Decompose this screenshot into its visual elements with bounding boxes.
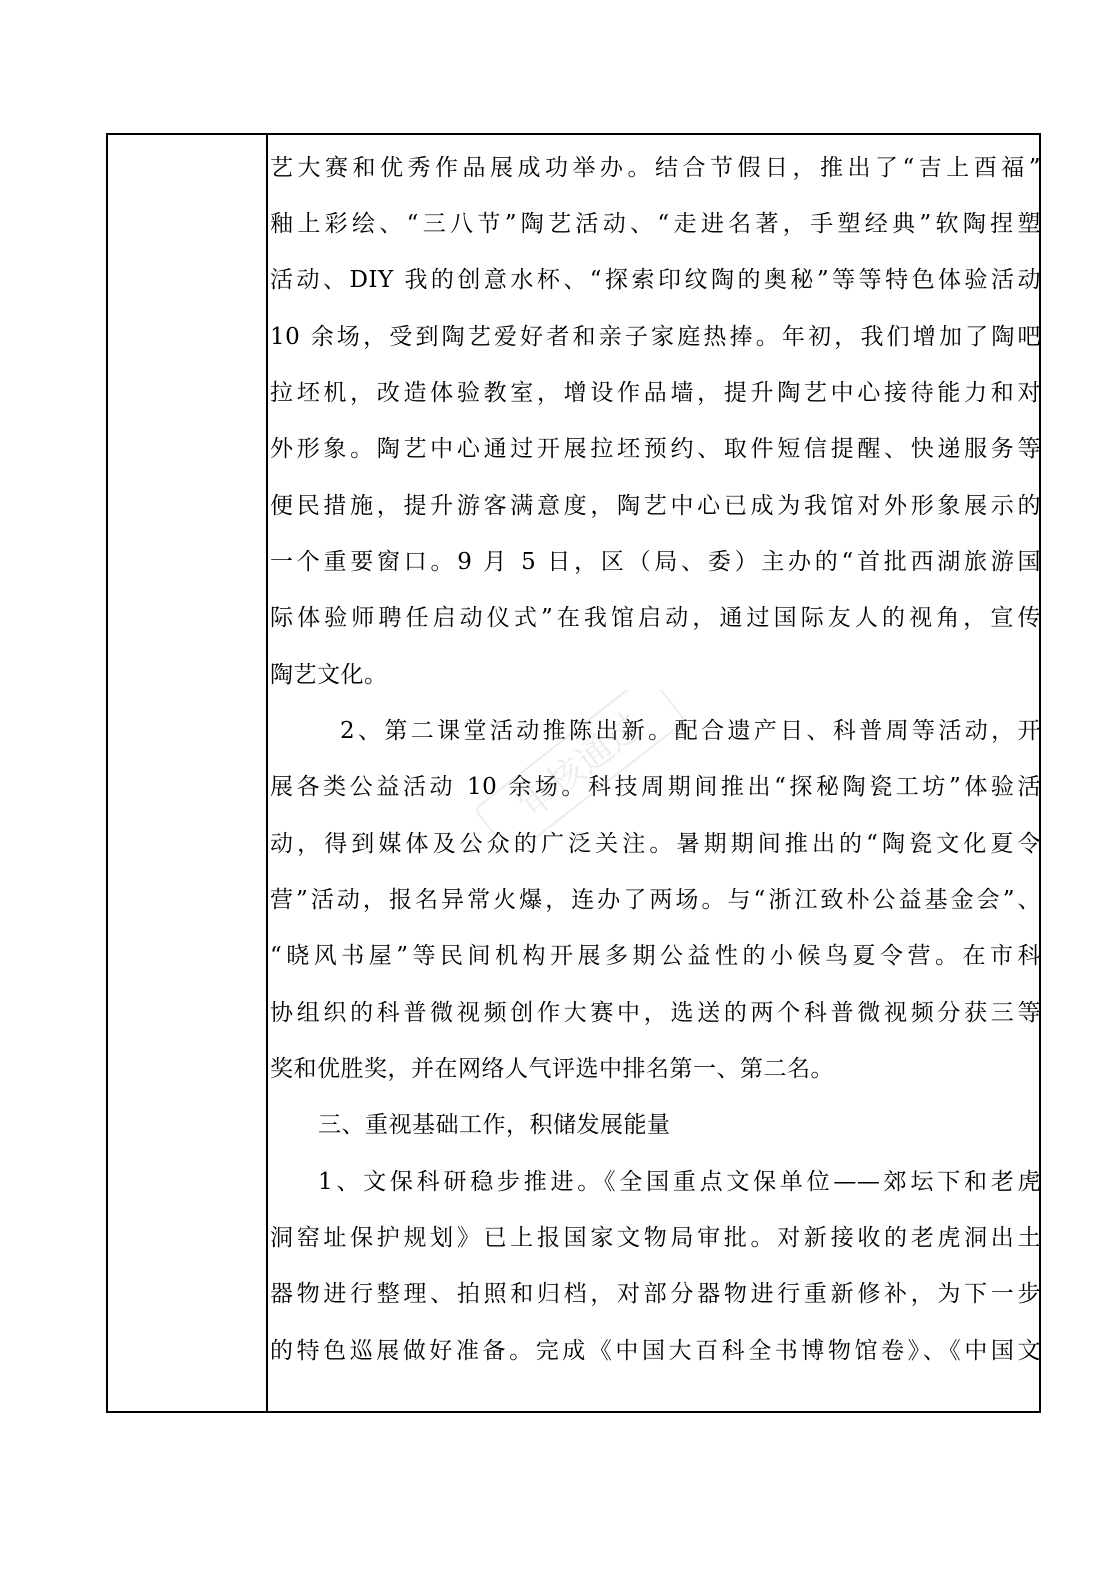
text-line: “晓风书屋”等民间机构开展多期公益性的小候鸟夏令营。在市科: [270, 943, 1041, 969]
text-line: 营”活动，报名异常火爆，连办了两场。与“浙江致朴公益基金会”、: [270, 887, 1041, 913]
text-line: 陶艺文化。: [270, 662, 388, 688]
text-line: 便民措施，提升游客满意度，陶艺中心已成为我馆对外形象展示的: [270, 493, 1041, 519]
text-line: 奖和优胜奖，并在网络人气评选中排名第一、第二名。: [270, 1056, 834, 1082]
table-content-cell: [270, 135, 1041, 1411]
text-line: 釉上彩绘、“三八节”陶艺活动、“走进名著，手塑经典”软陶捏塑: [270, 211, 1041, 237]
text-line: 洞窑址保护规划》已上报国家文物局审批。对新接收的老虎洞出土: [270, 1225, 1041, 1251]
text-line: 2、第二课堂活动推陈出新。配合遗产日、科普周等活动，开: [340, 718, 1041, 744]
text-line: 一个重要窗口。9 月 5 日，区（局、委）主办的“首批西湖旅游国: [270, 549, 1041, 575]
text-line: 10 余场，受到陶艺爱好者和亲子家庭热捧。年初，我们增加了陶吧: [270, 324, 1041, 350]
svg-text:审核通过: 审核通过: [511, 705, 651, 827]
text-line: 外形象。陶艺中心通过开展拉坯预约、取件短信提醒、快递服务等: [270, 436, 1041, 462]
text-line: 展各类公益活动 10 余场。科技周期间推出“探秘陶瓷工坊”体验活: [270, 774, 1041, 800]
text-line: 际体验师聘任启动仪式”在我馆启动，通过国际友人的视角，宣传: [270, 605, 1041, 631]
text-line: 1、文保科研稳步推进。《全国重点文保单位——郊坛下和老虎: [318, 1169, 1041, 1195]
report-table: [106, 133, 1041, 1413]
section-heading: 三、重视基础工作，积储发展能量: [318, 1112, 671, 1138]
text-line: 动，得到媒体及公众的广泛关注。暑期期间推出的“陶瓷文化夏令: [270, 831, 1041, 857]
text-line: 活动、DIY 我的创意水杯、“探索印纹陶的奥秘”等等特色体验活动: [270, 267, 1041, 293]
text-line: 艺大赛和优秀作品展成功举办。结合节假日，推出了“吉上酉福”: [270, 155, 1041, 181]
text-line: 器物进行整理、拍照和归档，对部分器物进行重新修补，为下一步: [270, 1281, 1041, 1307]
table-label-cell: [108, 135, 268, 1411]
text-line: 拉坯机，改造体验教室，增设作品墙，提升陶艺中心接待能力和对: [270, 380, 1041, 406]
text-line: 的特色巡展做好准备。完成《中国大百科全书博物馆卷》、《中国文: [270, 1338, 1041, 1364]
text-line: 协组织的科普微视频创作大赛中，选送的两个科普微视频分获三等: [270, 1000, 1041, 1026]
